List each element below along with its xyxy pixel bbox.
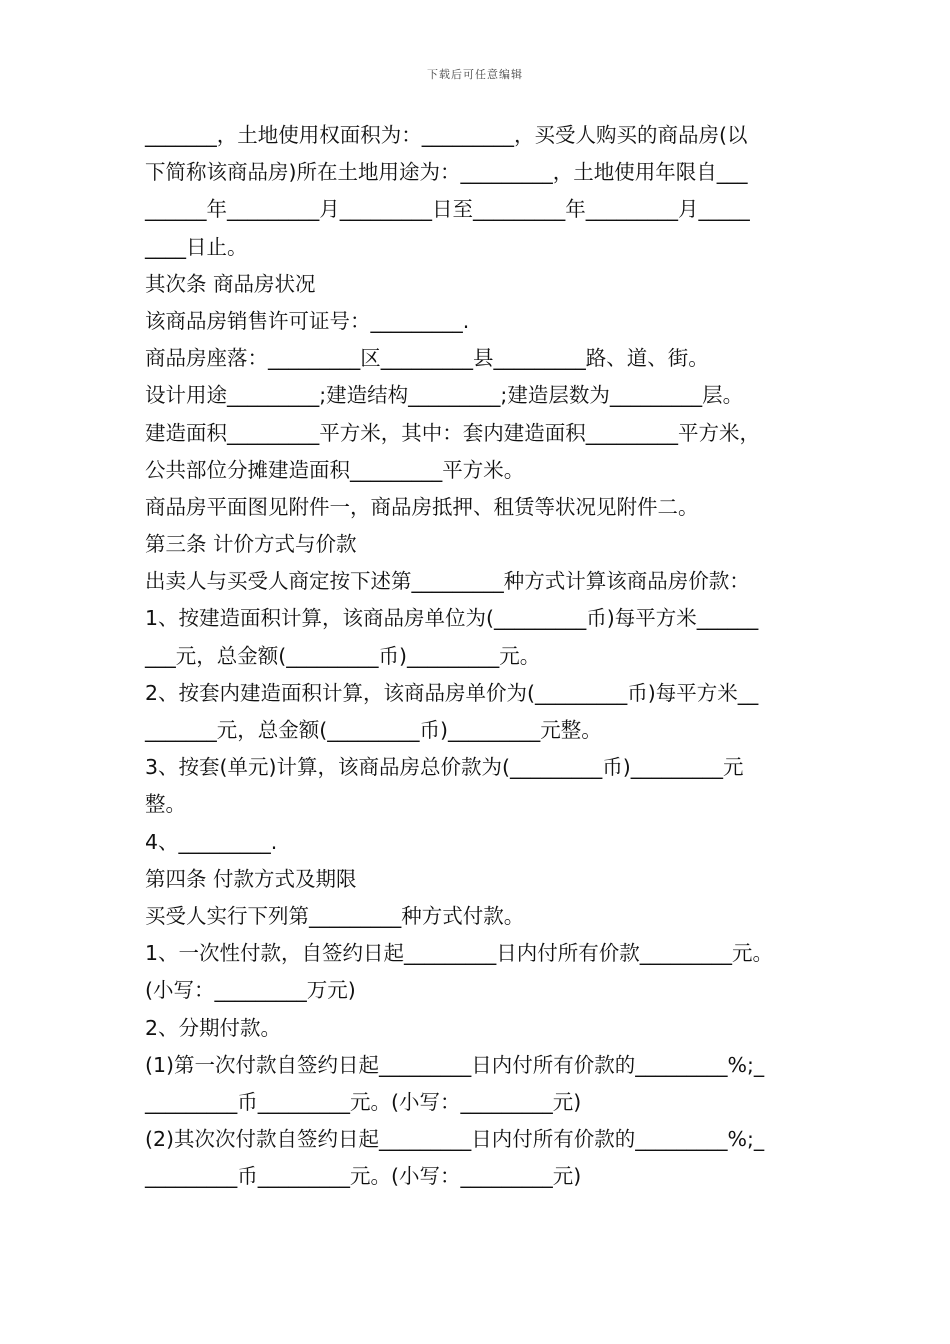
text-line: (小写：_________万元) — [145, 978, 356, 1003]
text-line: 2、分期付款。 — [145, 1015, 282, 1040]
section-heading: 第三条 计价方式与价款 — [145, 532, 357, 557]
text-line: 商品房平面图见附件一，商品房抵押、租赁等状况见附件二。 — [145, 494, 699, 519]
document-body — [145, 117, 835, 1195]
text-line: (1)第一次付款自签约日起_________日内付所有价款的_________%;_ — [145, 1052, 765, 1077]
text-line: ____日止。 — [145, 234, 248, 259]
text-line: 3、按套(单元)计算，该商品房总价款为(_________币)_________元 — [145, 755, 744, 780]
section-heading: 其次条 商品房状况 — [145, 271, 316, 296]
text-line: 1、一次性付款，自签约日起_________日内付所有价款_________元。 — [145, 941, 774, 966]
text-line: _________币_________元。(小写：_________元) — [145, 1164, 582, 1189]
text-line: 2、按套内建造面积计算，该商品房单价为(_________币)每平方米__ — [145, 680, 759, 705]
text-line: _______元，总金额(_________币)_________元整。 — [145, 718, 602, 742]
text-line: 1、按建造面积计算，该商品房单位为(_________币)每平方米______ — [145, 606, 759, 631]
text-line: 公共部位分摊建造面积_________平方米。 — [145, 457, 525, 482]
text-line: 建造面积_________平方米，其中：套内建造面积_________平方米， — [145, 420, 760, 445]
text-line: ___元，总金额(_________币)_________元。 — [145, 643, 541, 668]
text-line: 出卖人与买受人商定按下述第_________种方式计算该商品房价款： — [145, 569, 750, 594]
text-line: _______，土地使用权面积为：_________，买受人购买的商品房(以 — [145, 123, 748, 147]
text-line: ______年_________月_________日至_________年_________月_____ — [145, 197, 750, 222]
section-heading: 第四条 付款方式及期限 — [145, 866, 357, 891]
text-line: 设计用途_________;建造结构_________;建造层数为_________层。 — [145, 383, 744, 408]
text-line: _________币_________元。(小写：_________元) — [145, 1089, 582, 1114]
page-header: 下载后可任意编辑 — [427, 68, 523, 81]
text-line: 商品房座落：_________区_________县_________路、道、街。 — [145, 346, 709, 371]
text-line: 该商品房销售许可证号：_________. — [145, 308, 470, 333]
text-line: 下简称该商品房)所在土地用途为：_________，土地使用年限自___ — [145, 160, 748, 185]
text-line: 买受人实行下列第_________种方式付款。 — [145, 903, 525, 928]
text-line: 4、_________. — [145, 829, 278, 854]
text-line: (2)其次次付款自签约日起_________日内付所有价款的_________%;_ — [145, 1127, 765, 1152]
text-line: 整。 — [145, 792, 186, 817]
